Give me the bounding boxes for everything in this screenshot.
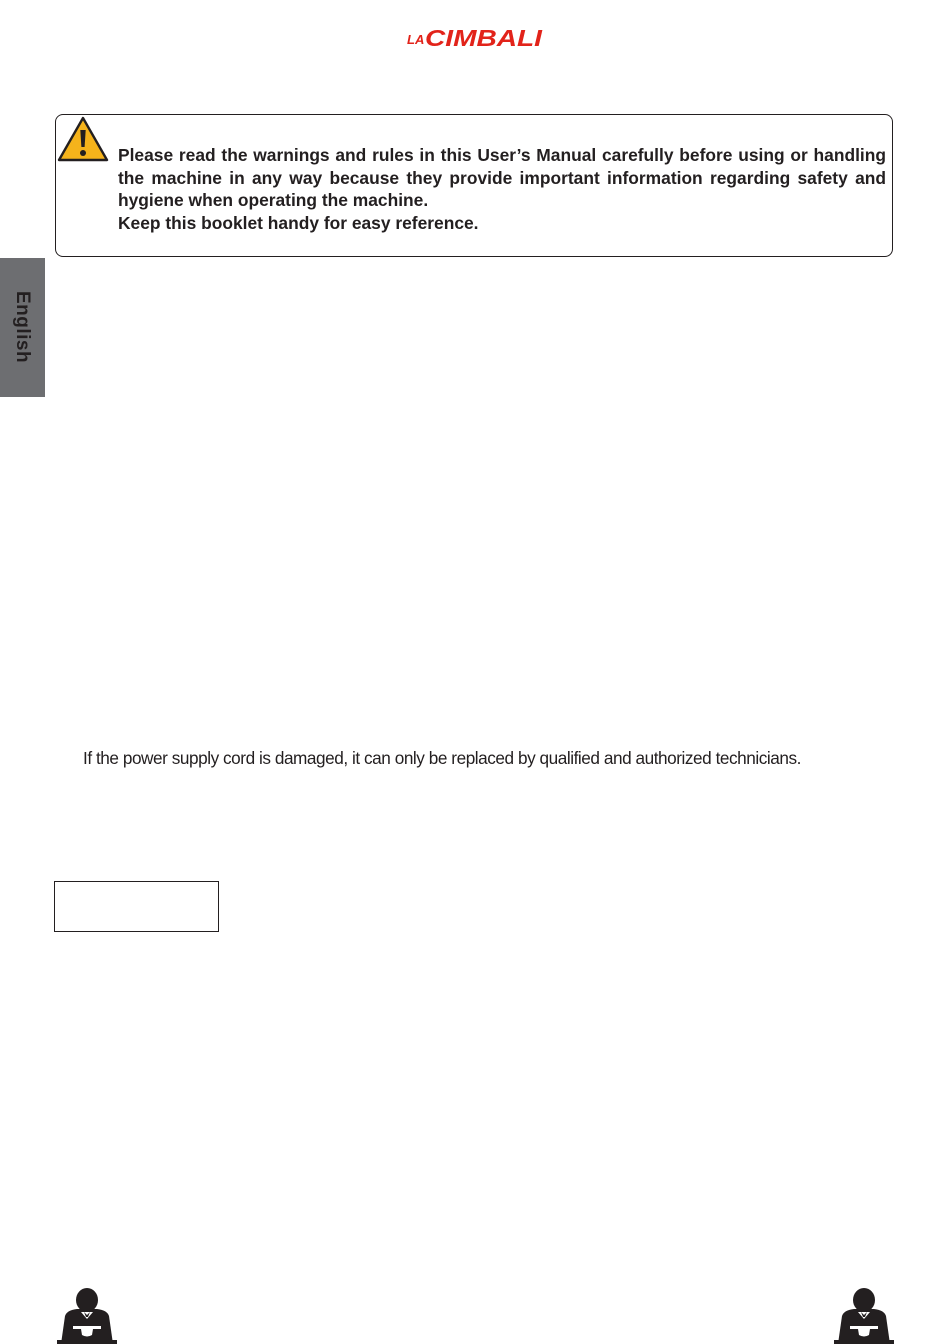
power-cord-note: If the power supply cord is damaged, it can only be replaced by qualified and authorized technicians. (83, 748, 801, 768)
brand-logo-prefix: LA (407, 32, 425, 47)
warning-text (118, 144, 886, 235)
barista-icon (55, 1286, 119, 1344)
brand-logo (405, 20, 545, 56)
warning-paragraph: Please read the warnings and rules in this User’s Manual carefully before using or handling the machine in any way because they provide important information regarding safety and hygiene when operating the machine. (118, 145, 886, 211)
warning-triangle-icon (57, 116, 109, 162)
warning-note: Keep this booklet handy for easy reference. (118, 213, 479, 234)
brand-logo-name: CIMBALI (425, 25, 543, 51)
language-tab-label: English (12, 290, 33, 364)
empty-frame (54, 881, 219, 932)
barista-icon (832, 1286, 896, 1344)
